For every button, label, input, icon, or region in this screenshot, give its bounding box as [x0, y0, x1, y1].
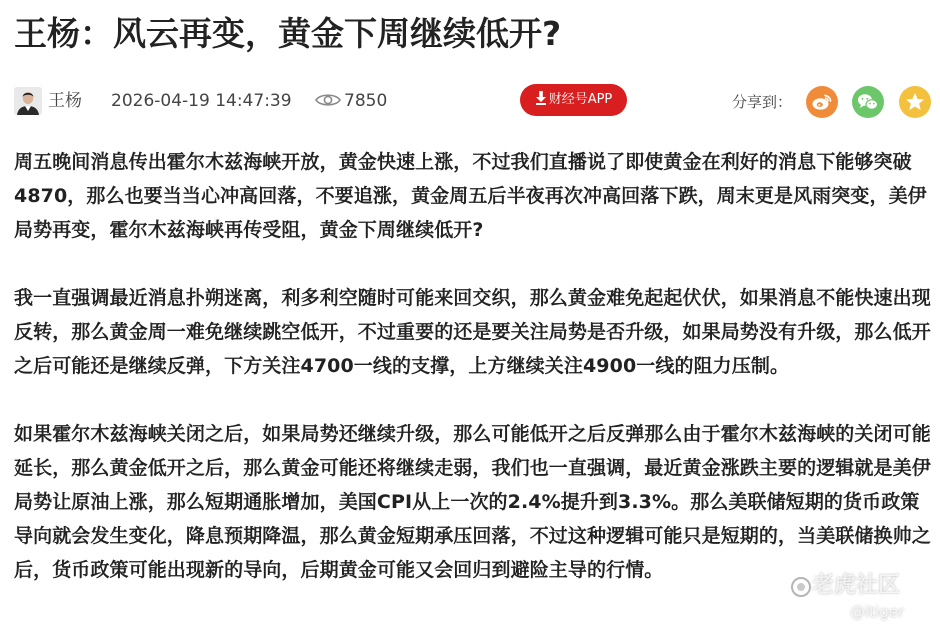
- author-avatar[interactable]: [14, 87, 42, 115]
- watermark-text-en: @itiger: [850, 603, 905, 621]
- share-label: 分享到：: [732, 93, 793, 111]
- download-icon: [535, 91, 547, 105]
- view-count: 7850: [344, 91, 388, 111]
- wechat-icon: [852, 86, 884, 118]
- eye-icon: [314, 91, 342, 109]
- article-paragraph-3: 如果霍尔木兹海峡关闭之后，如果局势还继续升级，那么可能低开之后反弹那么由于霍尔木兹海峡的关闭可能延长，那么黄金低开之后，那么黄金可能还将继续走弱，我们也一直强调，最近黄金涨跌主要的逻辑就是美伊局势让原油上涨，那么短期通胀增加，美国CPI从上一次的2.4%提升到3.3%。那么美联储短期的货币政策导向就会发生变化，降息预期降温，那么黄金短期承压回落，不过这种逻辑可能只是短期的，当美联储换帅之后，货币政策可能出现新的导向，后期黄金可能又会回归到避险主导的行情。: [14, 423, 931, 581]
- article-paragraph-2: 我一直强调最近消息扑朔迷离，利多利空随时可能来回交织，那么黄金难免起起伏伏，如果消息不能快速出现反转，那么黄金周一难免继续跳空低开，不过重要的还是要关注局势是否升级，如果局势没有升级，那么低开之后可能还是继续反弹，下方关注4700一线的支撑，上方继续关注4900一线的阻力压制。: [14, 287, 931, 377]
- article-paragraph-1: 周五晚间消息传出霍尔木兹海峡开放，黄金快速上涨，不过我们直播说了即使黄金在利好的消息下能够突破4870，那么也要当当心冲高回落，不要追涨，黄金周五后半夜再次冲高回落下跌，周末更是风雨突变，美伊局势再变，霍尔木兹海峡再传受阻，黄金下周继续低开?: [14, 151, 927, 241]
- download-app-button[interactable]: [520, 84, 627, 116]
- share-weibo-button[interactable]: [806, 86, 838, 118]
- share-wechat-button[interactable]: [852, 86, 884, 118]
- author-name[interactable]: 王杨: [48, 91, 82, 111]
- watermark-text-cn: 老虎社区: [812, 573, 901, 598]
- article-body: [14, 145, 934, 621]
- share-favorite-button[interactable]: [899, 86, 931, 118]
- weibo-icon: [806, 86, 838, 118]
- article-title: 王杨：风云再变，黄金下周继续低开?: [14, 14, 562, 53]
- publish-date: 2026-04-19 14:47:39: [111, 91, 292, 111]
- download-app-label: 财经号APP: [548, 92, 613, 107]
- article-meta: [14, 82, 932, 120]
- star-icon: [899, 86, 931, 118]
- avatar-portrait-icon: [14, 87, 42, 115]
